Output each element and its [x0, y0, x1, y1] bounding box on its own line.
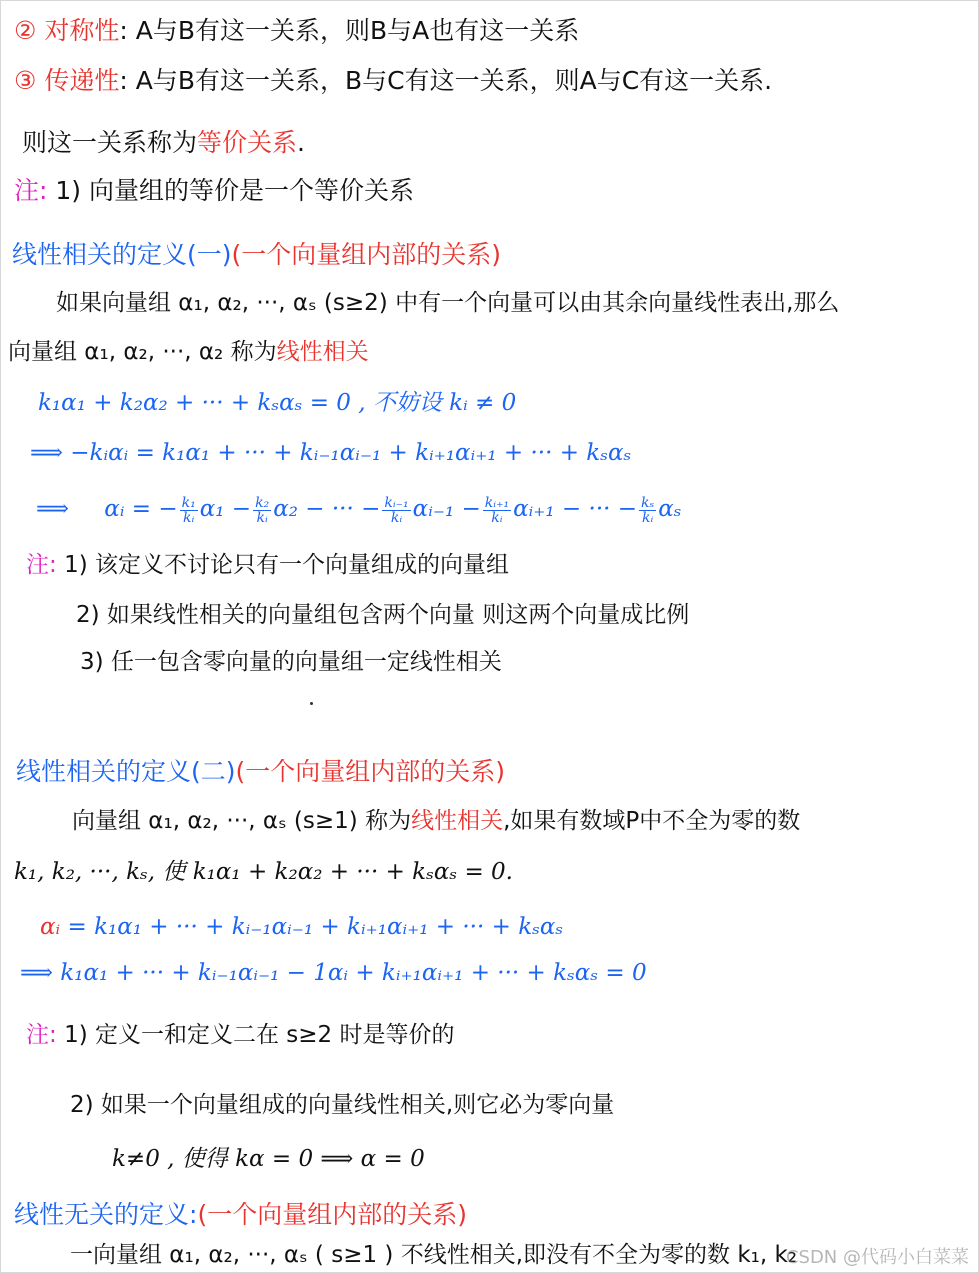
eq3-term-1: α₁ − [199, 496, 252, 522]
eq3-f4-numerator: kᵢ₊₁ [484, 494, 510, 511]
eq3-fraction-3 [382, 496, 410, 525]
note3-line-1 [26, 1018, 455, 1052]
eq3-term-3: αᵢ₋₁ − [412, 496, 481, 522]
eq3-f3-numerator: kᵢ₋₁ [384, 494, 409, 511]
note3-item-2: 2) 如果一个向量组成的向量线性相关,则它必为零向量 [70, 1092, 615, 1118]
eq3-f4-denominator: kᵢ [491, 509, 503, 526]
eq3-lhs: αᵢ = − [104, 496, 178, 522]
eq3-term-2: α₂ − ··· − [273, 496, 381, 522]
note3-label: 注: [26, 1022, 57, 1048]
watermark: CSDN @代码小白菜菜 [785, 1247, 969, 1268]
transitivity-line [14, 64, 772, 98]
eq3-fraction-4 [483, 496, 511, 525]
equivalence-pre: 则这一关系称为 [22, 128, 198, 157]
def3-header [14, 1198, 467, 1232]
def2-title: 线性相关的定义(二) [16, 757, 236, 786]
eq3-term-4: αᵢ₊₁ − ··· − [513, 496, 638, 522]
def1-p2-term: 线性相关 [276, 339, 369, 365]
transitivity-body: : A与B有这一关系，B与C有这一关系，则A与C有这一关系. [119, 66, 773, 95]
note1-label: 注: [14, 176, 48, 205]
eq3-term-5: αₛ [658, 496, 682, 522]
note3-item-1: 1) 定义一和定义二在 s≥2 时是等价的 [64, 1022, 455, 1048]
eq3-fraction-1 [180, 496, 198, 525]
equation-4 [40, 910, 563, 944]
eq3-fraction-5 [639, 496, 656, 525]
note2-label: 注: [26, 552, 57, 578]
def1-paragraph-1: 如果向量组 α₁, α₂, ···, αₛ (s≥2) 中有一个向量可以由其余向量线性表出,那么 [56, 290, 840, 316]
def1-p2-pre: 向量组 α₁, α₂, ···, α₂ 称为 [8, 339, 277, 365]
def1-subtitle: (一个向量组内部的关系) [231, 240, 502, 269]
eq4-lhs: αᵢ [40, 914, 61, 940]
transitivity-number: ③ [14, 66, 37, 95]
def2-p1-term: 线性相关 [411, 808, 504, 834]
eq3-f2-numerator: k₂ [255, 494, 270, 511]
symmetry-line [14, 14, 579, 48]
def1-header [12, 238, 501, 272]
eq3-f2-denominator: kᵢ [256, 509, 268, 526]
symmetry-body: : A与B有这一关系，则B与A也有这一关系 [119, 16, 580, 45]
def2-paragraph-2: k₁, k₂, ···, kₛ, 使 k₁α₁ + k₂α₂ + ··· + kₛαₛ = 0. [14, 859, 513, 885]
eq3-f5-numerator: kₛ [641, 494, 655, 511]
def2-p1-post: ,如果有数域P中不全为零的数 [503, 808, 801, 834]
def1-paragraph-2 [8, 335, 369, 369]
symmetry-number: ② [14, 16, 37, 45]
equation-3 [36, 492, 682, 526]
def2-header [16, 755, 505, 789]
note1-line [14, 174, 414, 208]
note2-item-2: 2) 如果线性相关的向量组包含两个向量 则这两个向量成比例 [76, 602, 690, 628]
equivalence-term: 等价关系 [197, 128, 298, 157]
note2-item-3: 3) 任一包含零向量的向量组一定线性相关 [80, 649, 502, 675]
equation-2: ⟹ −kᵢαᵢ = k₁α₁ + ··· + kᵢ₋₁αᵢ₋₁ + kᵢ₊₁αᵢ₊₁ + ··· + kₛαₛ [30, 440, 632, 466]
def2-paragraph-1 [72, 804, 800, 838]
equation-1: k₁α₁ + k₂α₂ + ··· + kₛαₛ = 0 , 不妨设 kᵢ ≠ 0 [38, 390, 517, 416]
eq3-f1-denominator: kᵢ [183, 509, 195, 526]
equation-5: ⟹ k₁α₁ + ··· + kᵢ₋₁αᵢ₋₁ − 1αᵢ + kᵢ₊₁αᵢ₊₁ + ··· + kₛαₛ = 0 [20, 960, 647, 986]
eq3-f3-denominator: kᵢ [390, 509, 403, 526]
eq3-f1-numerator: k₁ [181, 494, 196, 511]
def1-title: 线性相关的定义(一) [12, 240, 232, 269]
note1-body: 1) 向量组的等价是一个等价关系 [55, 176, 414, 205]
eq4-rhs: = k₁α₁ + ··· + kᵢ₋₁αᵢ₋₁ + kᵢ₊₁αᵢ₊₁ + ··· + kₛαₛ [60, 914, 564, 940]
note2-line-1 [26, 548, 509, 582]
eq3-fraction-2 [253, 496, 271, 525]
symmetry-title: 对称性 [44, 16, 120, 45]
note2-item-1: 1) 该定义不讨论只有一个向量组成的向量组 [64, 552, 509, 578]
def2-p1-pre: 向量组 α₁, α₂, ···, αₛ (s≥1) 称为 [72, 808, 412, 834]
def3-paragraph-1: 一向量组 α₁, α₂, ···, αₛ ( s≥1 ) 不线性相关,即没有不全为零的数 k₁, k₂ [70, 1242, 798, 1268]
eq3-f5-denominator: kᵢ [641, 509, 654, 526]
def3-title: 线性无关的定义: [14, 1200, 198, 1229]
def3-subtitle: (一个向量组内部的关系) [197, 1200, 467, 1229]
note3-item-3: k≠0 , 使得 kα = 0 ⟹ α = 0 [112, 1146, 425, 1172]
stray-dot [310, 702, 313, 705]
eq3-arrow: ⟹ [36, 496, 69, 522]
equivalence-post: . [297, 128, 305, 157]
transitivity-title: 传递性 [44, 66, 120, 95]
equivalence-line [22, 126, 305, 160]
def2-subtitle: (一个向量组内部的关系) [235, 757, 506, 786]
